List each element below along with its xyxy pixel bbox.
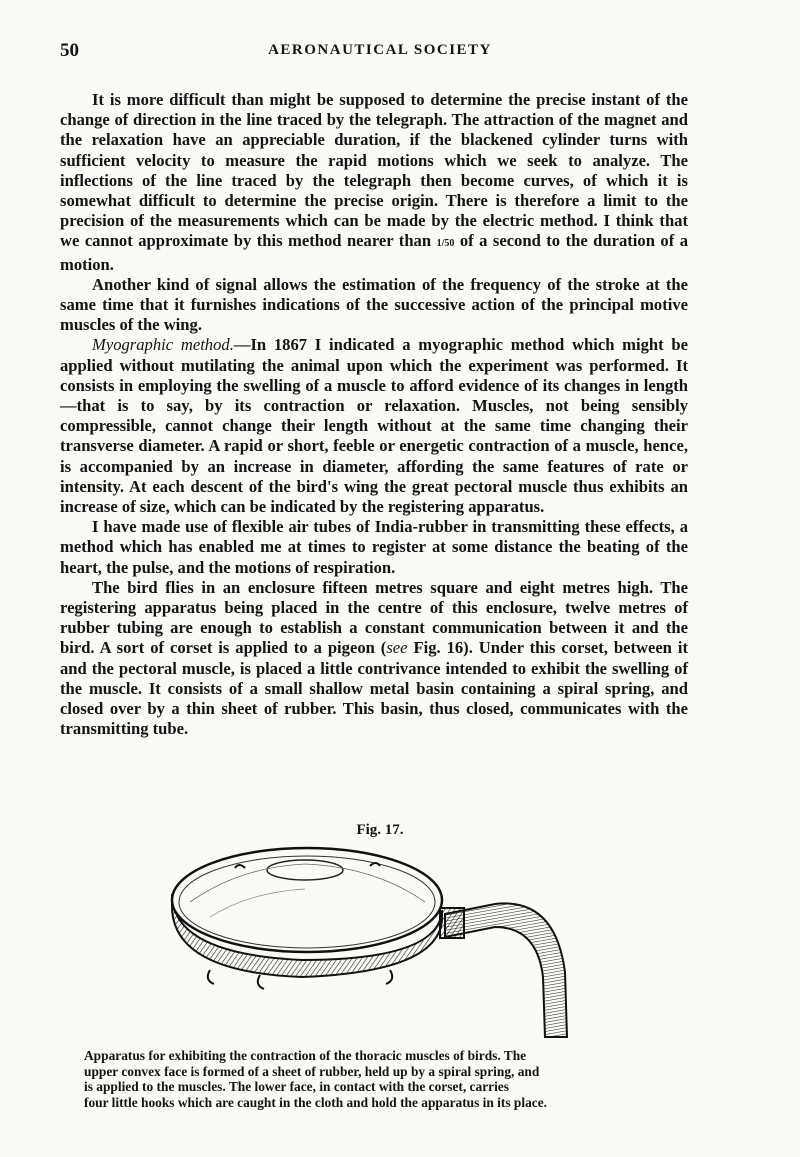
page-header xyxy=(60,40,700,64)
body-text xyxy=(60,90,688,740)
running-head: AERONAUTICAL SOCIETY xyxy=(268,42,492,58)
caption-line: Apparatus for exhibiting the contraction of the thoracic muscles of birds. The xyxy=(84,1048,527,1063)
paragraph-5: The bird flies in an enclosure fifteen metres square and eight metres high. The registering apparatus being placed in the centre of this enclosure, twelve metres of rubber tubing are enough to establish a constant communication between it and the bird. A sort of corset is applied to a pigeon (see Fig. 16). Under this corset, between it and the pectoral muscle, is placed a little contrivance intended to exhibit the swelling of the muscle. It consists of a small shallow metal basin containing a spiral spring, and closed over by a thin sheet of rubber. This basin, thus closed, communicates with the transmitting tube. xyxy=(60,577,688,739)
section-heading: Myographic method. xyxy=(92,335,234,355)
paragraph-3: Myographic method.—In 1867 I indicated a myographic method which might be applied without mutilating the animal upon which the experiment was performed. It consists in employing the swelling of a muscle to afford evidence of its changes in length—that is to say, by its contraction or relaxation. Muscles, not being sensibly compressible, cannot change their length without at the same time changing their transverse diameter. A rapid or short, feeble or energetic contraction of a muscle, hence, is accompanied by an increase in diameter, affording the same features of rate or intensity. At each descent of the bird's wing the great pectoral muscle thus exhibits an increase of size, which can be indicated by the registering apparatus. xyxy=(60,335,688,517)
caption-line: four little hooks which are caught in the cloth and hold the apparatus in its place. xyxy=(84,1094,548,1110)
figure-label: Fig. 17. xyxy=(356,822,404,838)
page-number: 50 xyxy=(60,40,79,61)
paragraph-1: It is more difficult than might be supposed to determine the precise instant of the change of direction in the line traced by the telegraph. The attraction of the magnet and the relaxation have an appreciable duration, if the blackened cylinder turns with sufficient velocity to measure the rapid motions which we seek to analyze. The inflections of the line traced by the telegraph then become curves, of which it is somewhat difficult to determine the precise origin. There is therefore a limit to the precision of the measurements which can be made by the electric method. I think that we cannot approximate by this method nearer than 1/50 of a second to the duration of a motion. xyxy=(60,90,688,274)
paragraph-2: Another kind of signal allows the estimation of the frequency of the stroke at the same time that it furnishes indications of the successive action of the principal motive muscles of the wing. xyxy=(60,274,688,335)
paragraph-4: I have made use of flexible air tubes of India-rubber in transmitting these effects, a method which has enabled me at times to register at some distance the beating of the heart, the pulse, and the motions of respiration. xyxy=(60,517,688,577)
caption-line: is applied to the muscles. The lower face, in contact with the corset, carries xyxy=(84,1079,509,1095)
fraction: 1/50 xyxy=(436,238,455,250)
caption-line: upper convex face is formed of a sheet of rubber, held up by a spiral spring, and xyxy=(84,1063,540,1079)
apparatus-illustration xyxy=(150,842,650,1042)
figure-caption xyxy=(84,1048,696,1110)
